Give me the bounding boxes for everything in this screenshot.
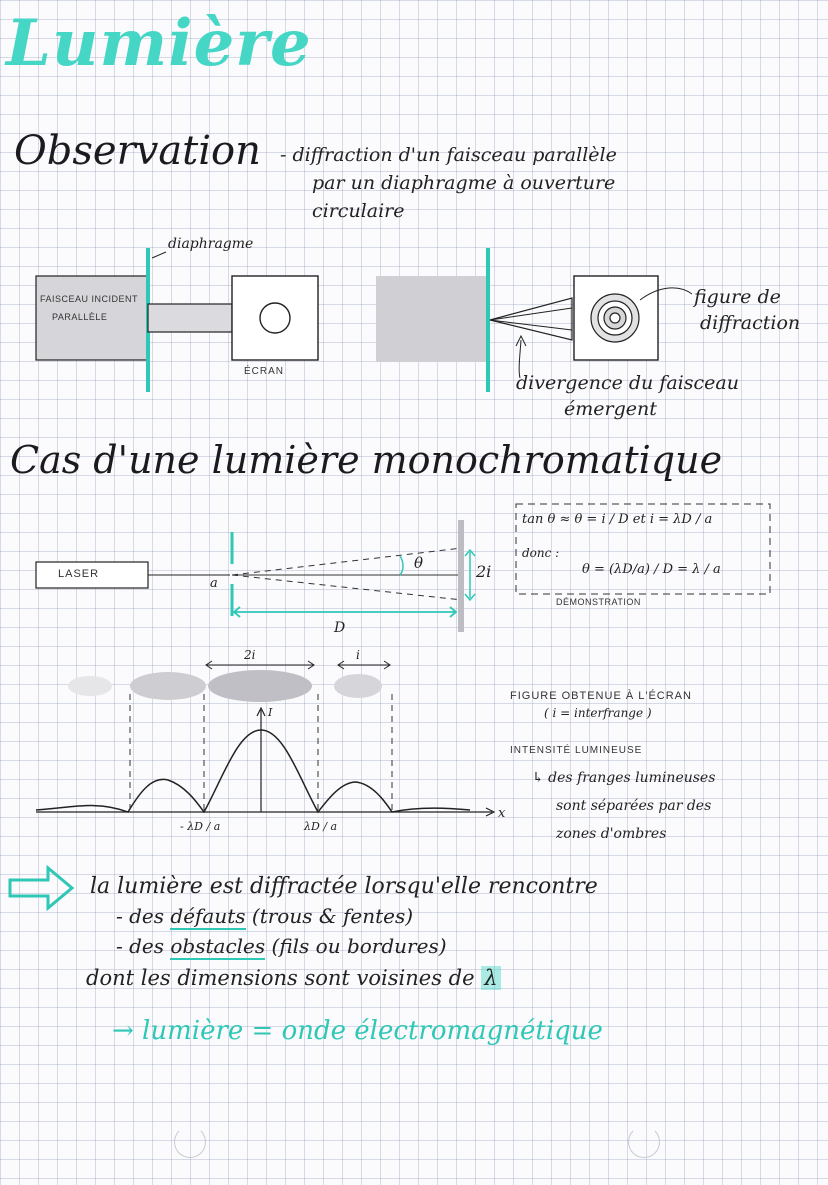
label-faisceau-2: PARALLÈLE <box>52 312 108 322</box>
conclusion-line1: la lumière est diffractée lorsqu'elle rencontre <box>90 874 598 899</box>
intensity-bullet2: sont séparées par des <box>556 798 712 814</box>
pattern-x: x <box>498 806 506 821</box>
distance-D-label: D <box>334 620 346 636</box>
observation-desc-line1: - diffraction d'un faisceau parallèle <box>280 144 617 166</box>
laser-label: LASER <box>58 568 100 580</box>
pattern-i: i <box>356 648 360 662</box>
two-i-label: 2i <box>476 562 492 581</box>
conclusion-defauts: - des défauts (trous & fentes) <box>116 904 414 928</box>
divergent-cone <box>490 298 572 340</box>
intensity-bullet3: zones d'ombres <box>556 826 667 842</box>
label-figure-1: figure de <box>694 286 781 308</box>
conclusion-obstacles: - des obstacles (fils ou bordures) <box>116 934 447 958</box>
pattern-2i: 2i <box>244 648 256 662</box>
label-diaphragme: diaphragme <box>168 236 254 252</box>
pattern-I: I <box>268 706 273 719</box>
conclusion-dims: dont les dimensions sont voisines de λ <box>86 966 501 990</box>
transmitted-beam <box>148 304 232 332</box>
theta-label: θ <box>414 554 424 572</box>
monochromatic-heading: Cas d'une lumière monochromatique <box>10 438 723 482</box>
obstacles-word: obstacles <box>170 934 266 958</box>
slit-a-label: a <box>210 576 218 591</box>
page-title: Lumière <box>6 6 312 81</box>
label-divergence-1: divergence du faisceau <box>516 372 739 394</box>
label-faisceau-1: FAISCEAU INCIDENT <box>40 294 139 304</box>
screen-edge <box>458 520 464 632</box>
demo-line1: tan θ ≈ θ = i / D et i = λD / a <box>522 512 713 527</box>
label-divergence-2: émergent <box>564 398 657 420</box>
intensity-bullet1: ↳ des franges lumineuses <box>532 770 716 786</box>
observation-desc-line2: par un diaphragme à ouverture <box>312 172 616 194</box>
figure-title: FIGURE OBTENUE À L'ÉCRAN <box>510 690 692 702</box>
spot-circle <box>260 303 290 333</box>
demo-line2: donc : <box>522 546 560 560</box>
label-figure-2: diffraction <box>700 312 801 334</box>
punch-hole-right <box>628 1126 660 1158</box>
pattern-neg-tick: - λD / a <box>180 820 221 833</box>
incident-beam-right <box>376 276 486 362</box>
observation-desc-line3: circulaire <box>312 200 405 222</box>
pattern-pos-tick: λD / a <box>304 820 338 833</box>
conclusion-arrow-icon <box>10 868 72 908</box>
intensity-curve <box>36 730 470 812</box>
label-ecran: ÉCRAN <box>244 366 285 377</box>
intensity-label: INTENSITÉ LUMINEUSE <box>510 745 643 756</box>
demo-caption: DÉMONSTRATION <box>556 597 641 607</box>
lambda-highlight: λ <box>481 966 500 990</box>
defauts-word: défauts <box>170 904 246 928</box>
figure-sub: ( i = interfrange ) <box>544 706 652 720</box>
punch-hole-left <box>174 1126 206 1158</box>
demo-line3: θ = (λD/a) / D = λ / a <box>582 562 721 577</box>
conclusion-final: → lumière = onde électromagnétique <box>112 1016 603 1046</box>
observation-heading: Observation <box>14 128 261 174</box>
